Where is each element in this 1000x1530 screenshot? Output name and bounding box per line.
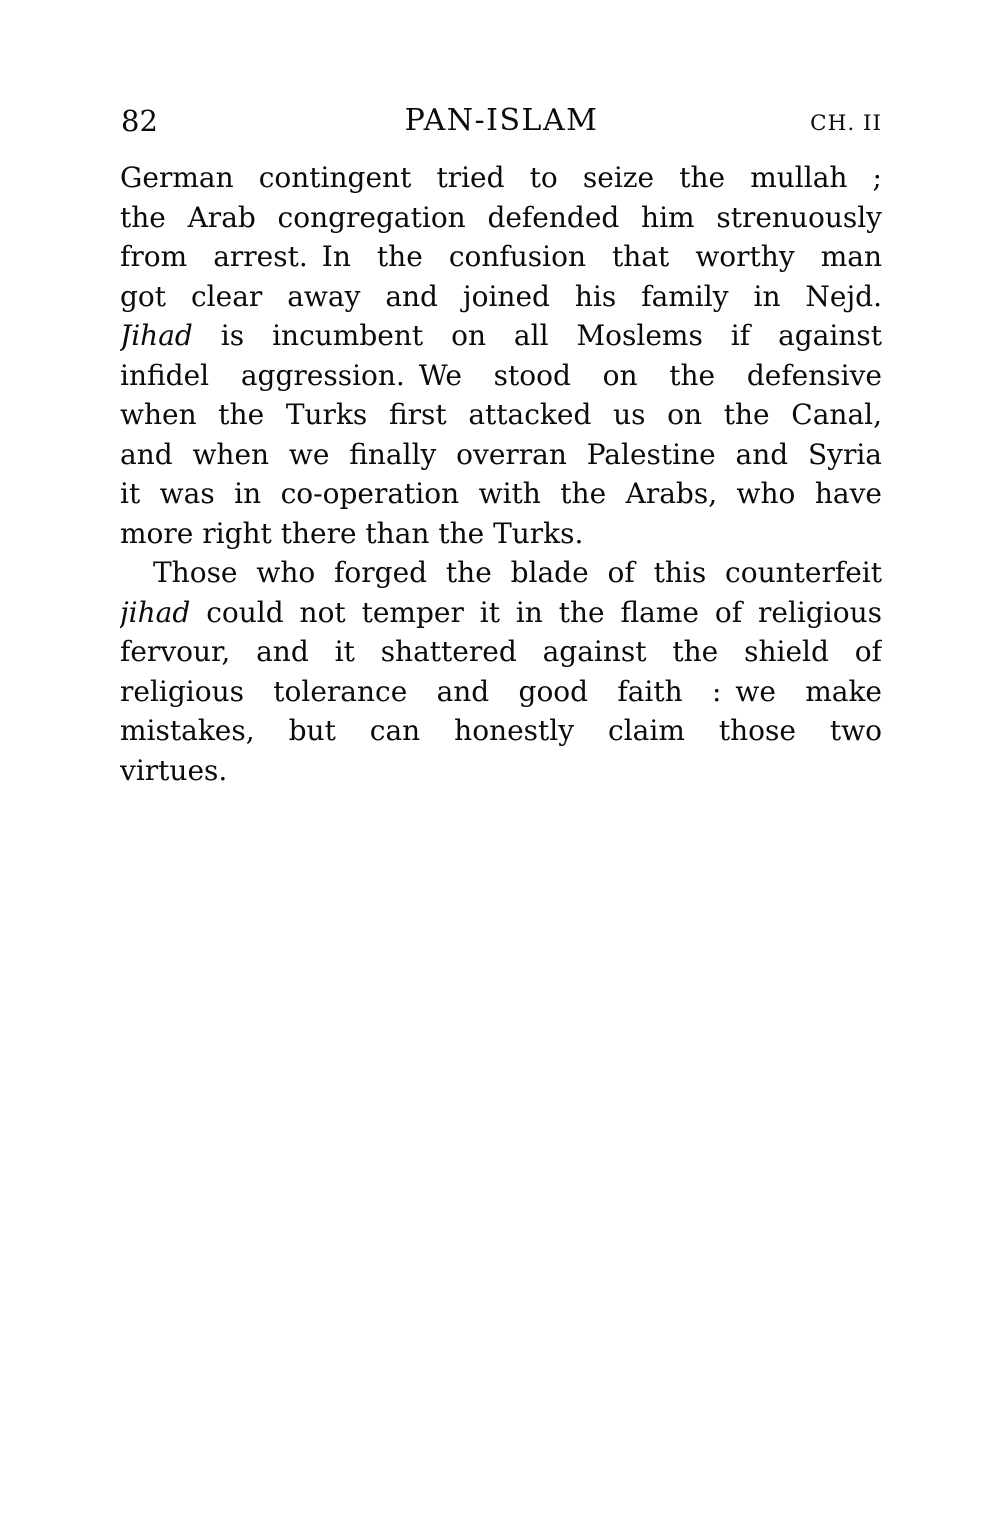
text-segment: got clear away and joined his family in Nejd. bbox=[120, 279, 882, 313]
text-line bbox=[120, 553, 882, 593]
text-segment: is incumbent on all Moslems if against bbox=[192, 319, 882, 352]
text-line bbox=[120, 237, 882, 277]
text-line bbox=[120, 593, 882, 633]
text-line bbox=[120, 474, 882, 514]
text-line bbox=[120, 158, 882, 198]
chapter-label: CH. II bbox=[810, 110, 882, 136]
text-segment: could not temper it in the flame of religious bbox=[190, 595, 882, 629]
text-segment: religious tolerance and good faith : we make bbox=[120, 674, 882, 708]
text-segment: when the Turks first attacked us on the Canal, bbox=[120, 398, 882, 431]
body-text bbox=[120, 158, 882, 790]
text-segment: Those who forged the blade of this counterfeit bbox=[153, 556, 882, 589]
italic-text-segment: jihad bbox=[120, 595, 191, 629]
text-line bbox=[120, 198, 882, 238]
text-segment: more right there than the Turks. bbox=[120, 516, 584, 550]
text-segment: German contingent tried to seize the mullah ; bbox=[120, 161, 882, 194]
text-segment: from arrest. In the confusion that worthy man bbox=[120, 240, 882, 273]
paragraph bbox=[120, 158, 882, 553]
text-segment: the Arab congregation defended him strenuously bbox=[120, 200, 882, 234]
text-segment: mistakes, but can honestly claim those two bbox=[120, 714, 882, 747]
paragraph bbox=[120, 553, 882, 790]
text-segment: and when we finally overran Palestine and Syria bbox=[120, 437, 882, 471]
text-line bbox=[120, 711, 882, 751]
text-segment: fervour, and it shattered against the shield of bbox=[120, 635, 882, 668]
text-line bbox=[120, 435, 882, 475]
text-segment: virtues. bbox=[120, 753, 228, 787]
text-segment: infidel aggression. We stood on the defensive bbox=[120, 358, 882, 392]
text-line bbox=[120, 356, 882, 396]
text-line bbox=[120, 751, 882, 791]
text-line bbox=[120, 514, 882, 554]
text-line bbox=[120, 632, 882, 672]
page-number: 82 bbox=[121, 104, 158, 138]
text-line bbox=[120, 316, 882, 356]
text-line bbox=[120, 395, 882, 435]
italic-text-segment: Jihad bbox=[120, 319, 193, 352]
page-header bbox=[121, 100, 882, 136]
text-segment: it was in co-operation with the Arabs, who have bbox=[120, 477, 882, 510]
text-line bbox=[120, 277, 882, 317]
text-line bbox=[120, 672, 882, 712]
running-title: PAN-ISLAM bbox=[404, 103, 599, 138]
